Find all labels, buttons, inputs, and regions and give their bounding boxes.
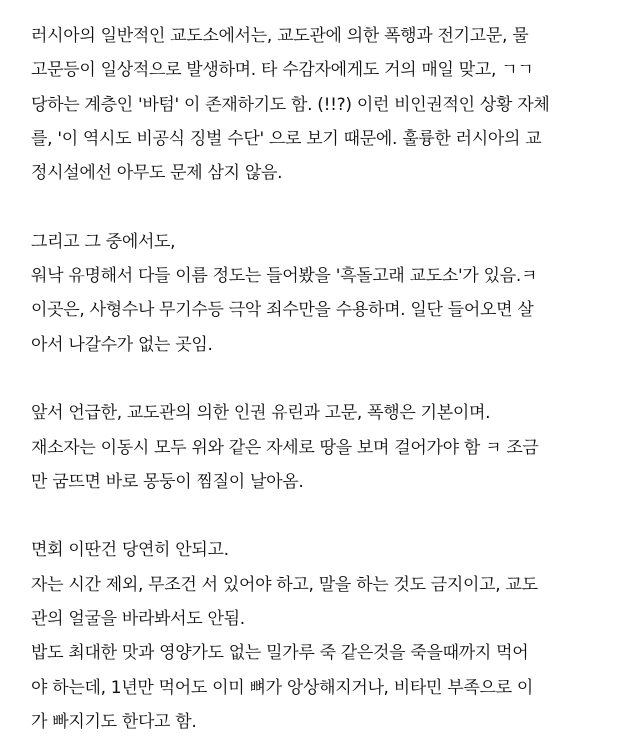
paragraph-rules bbox=[31, 533, 640, 739]
text-line: 워낙 유명해서 다들 이름 정도는 들어봤을 '흑돌고래 교도소'가 있음.ㅋ bbox=[31, 266, 538, 287]
paragraph-spacer bbox=[31, 190, 640, 224]
text-line: 야 하는데, 1년만 먹어도 이미 뼈가 앙상해지거나, 비타민 부족으로 이 bbox=[31, 677, 533, 698]
text-line: 만 굼뜨면 바로 몽둥이 찜질이 날아옴. bbox=[31, 471, 304, 492]
text-line: 재소자는 이동시 모두 위와 같은 자세로 땅을 보며 걸어가야 함 ㅋ 조금 bbox=[31, 437, 539, 458]
text-line: 자는 시간 제외, 무조건 서 있어야 하고, 말을 하는 것도 금지이고, 교도 bbox=[31, 574, 538, 595]
text-line: 이곳은, 사형수나 무기수등 극악 죄수만을 수용하며. 일단 들어오면 살 bbox=[31, 300, 534, 321]
paragraph-spacer bbox=[31, 362, 640, 396]
paragraph-abuse bbox=[31, 396, 640, 499]
text-line: 를, '이 역시도 비공식 징벌 수단' 으로 보기 때문에. 훌륭한 러시아의 교 bbox=[31, 128, 542, 149]
text-line: 앞서 언급한, 교도관의 의한 인권 유린과 고문, 폭행은 기본이며. bbox=[31, 403, 491, 424]
text-line: 관의 얼굴을 바라봐서도 안됨. bbox=[31, 609, 245, 630]
text-line: 당하는 계층인 '바텀' 이 존재하기도 함. (!!?) 이런 비인권적인 상황 자체 bbox=[31, 94, 550, 115]
text-line: 가 빠지기도 한다고 함. bbox=[31, 711, 197, 732]
text-line: 아서 나갈수가 없는 곳임. bbox=[31, 334, 213, 355]
text-line: 밥도 최대한 맛과 영양가도 없는 밀가루 죽 같은것을 죽을때까지 먹어 bbox=[31, 643, 529, 664]
text-line: 면회 이딴건 당연히 안되고. bbox=[31, 540, 229, 561]
paragraph-prison-overview bbox=[31, 19, 640, 190]
text-line: 정시설에선 아무도 문제 삼지 않음. bbox=[31, 163, 283, 184]
text-line: 그리고 그 중에서도, bbox=[31, 231, 176, 252]
paragraph-spacer bbox=[31, 499, 640, 533]
paragraph-black-dolphin bbox=[31, 225, 640, 362]
text-line: 고문등이 일상적으로 발생하며. 타 수감자에게도 거의 매일 맞고, ㄱㄱ bbox=[31, 60, 534, 81]
text-line: 러시아의 일반적인 교도소에서는, 교도관에 의한 폭행과 전기고문, 물 bbox=[31, 26, 529, 46]
